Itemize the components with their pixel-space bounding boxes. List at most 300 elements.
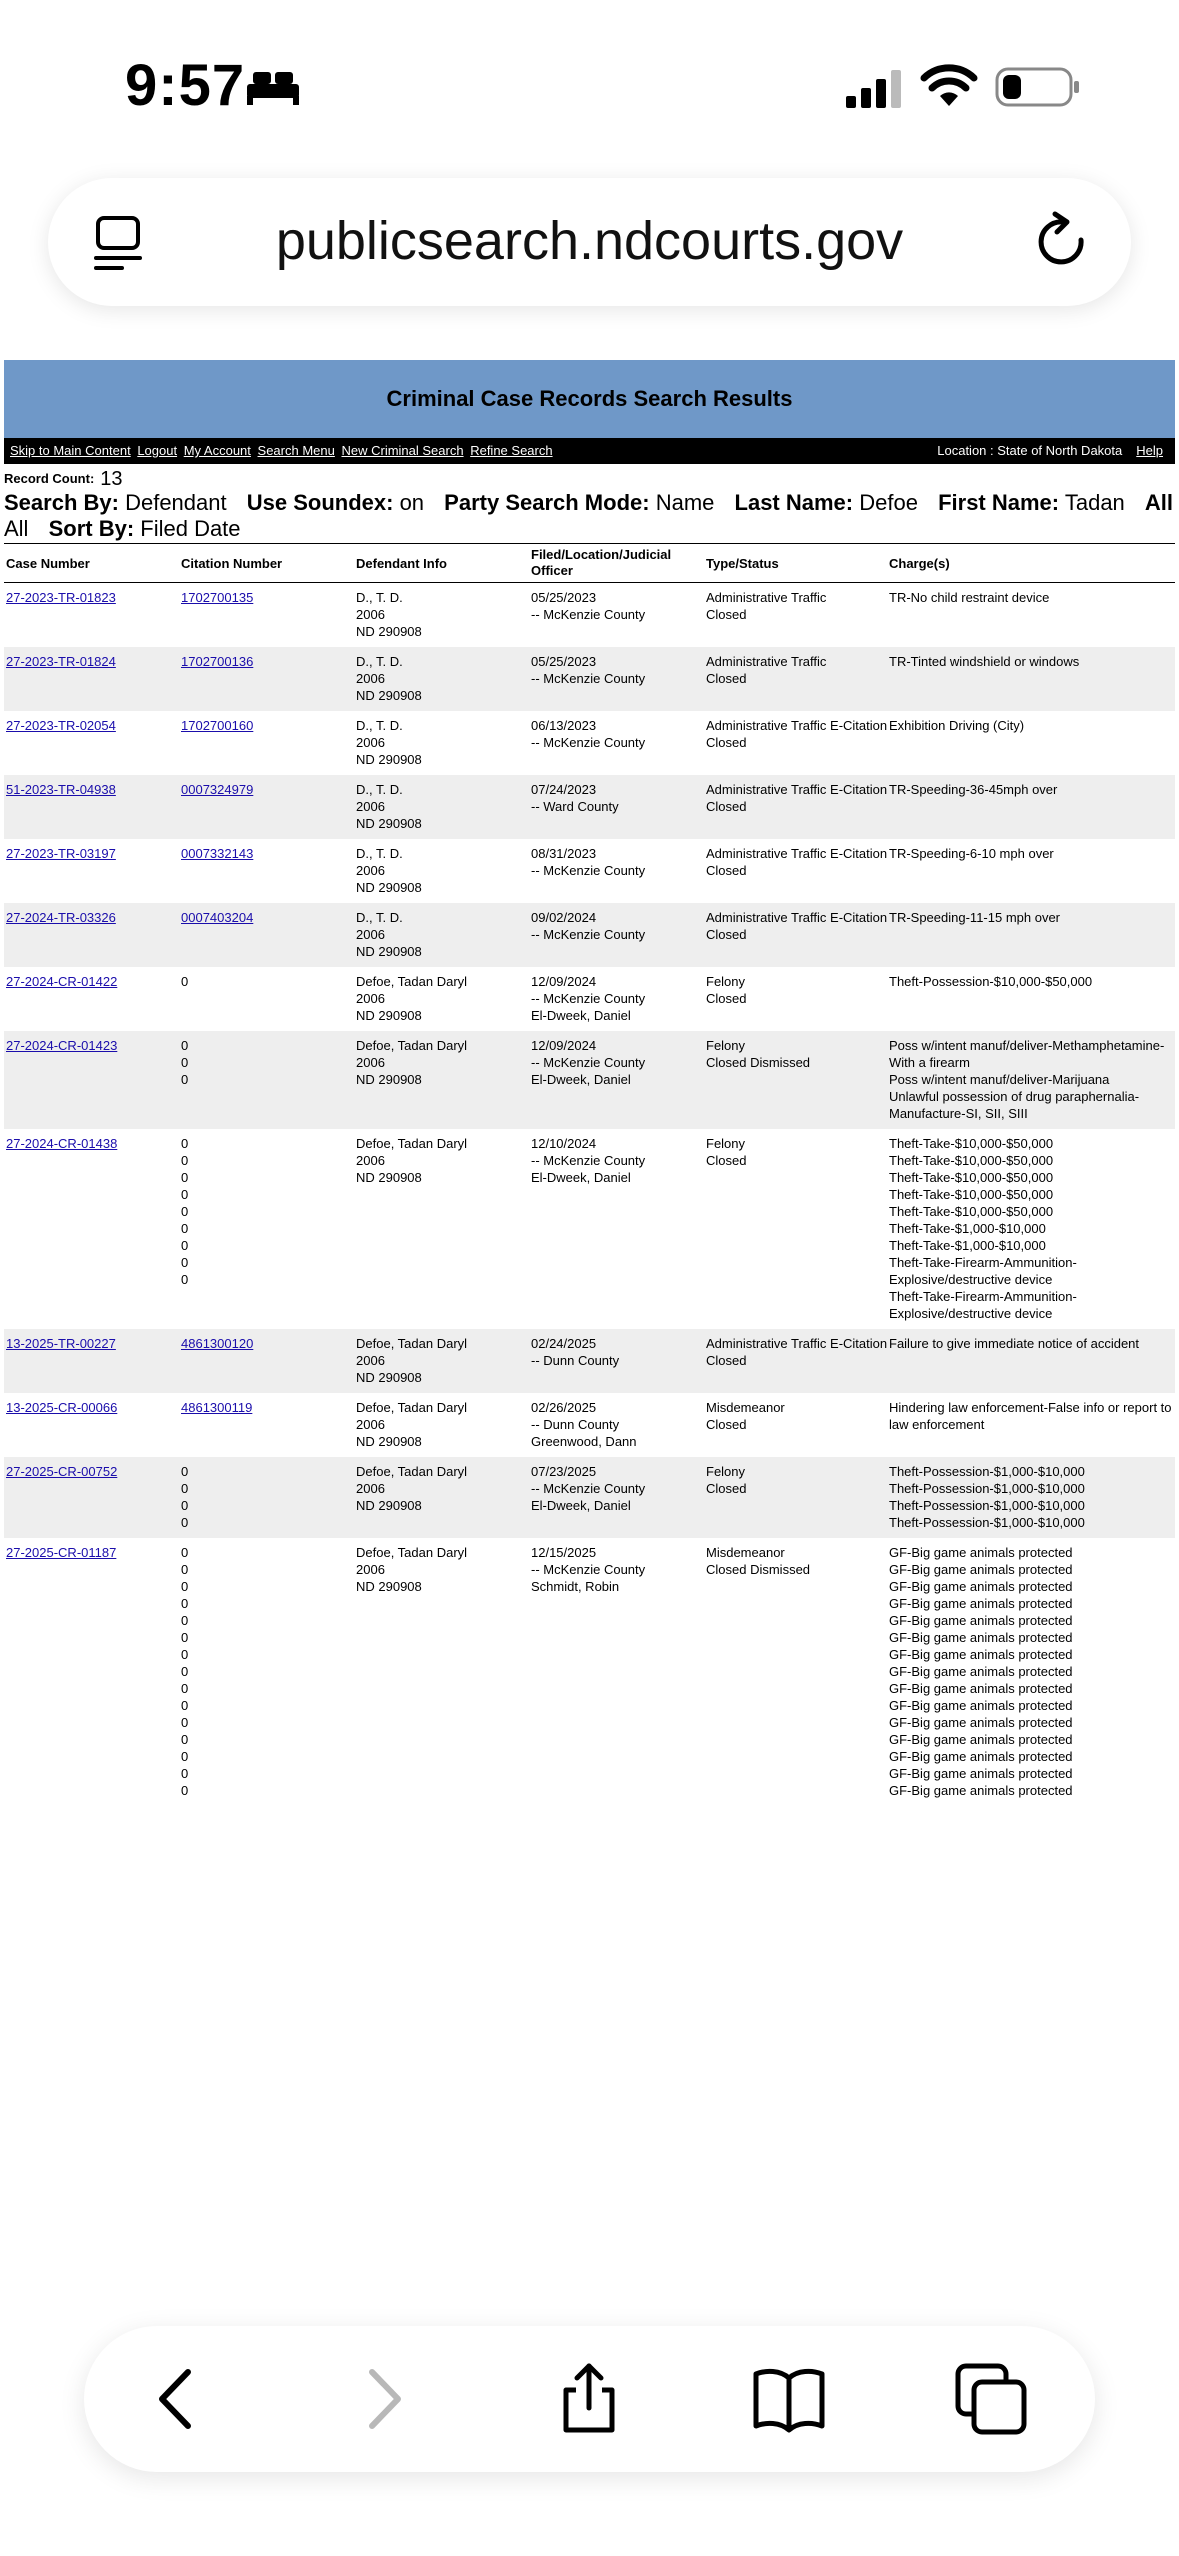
defendant-cell bbox=[356, 781, 531, 832]
case-number-link[interactable]: 13-2025-TR-00227 bbox=[6, 1336, 116, 1351]
defendant-line: 2006 bbox=[356, 1153, 385, 1168]
back-icon[interactable] bbox=[140, 2362, 214, 2436]
filed-line: Schmidt, Robin bbox=[531, 1579, 620, 1594]
type-status-line: Misdemeanor bbox=[706, 1400, 785, 1415]
type-status-cell bbox=[706, 781, 889, 832]
page-title-banner bbox=[4, 360, 1175, 438]
case-number-cell bbox=[4, 1335, 181, 1386]
defendant-cell bbox=[356, 909, 531, 960]
charge-line: GF-Big game animals protected bbox=[889, 1664, 1073, 1679]
criteria-label: First Name: bbox=[938, 490, 1060, 515]
citation-value: 0 bbox=[181, 1698, 189, 1713]
defendant-cell bbox=[356, 717, 531, 768]
defendant-cell bbox=[356, 1135, 531, 1322]
defendant-line: D., T. D. bbox=[356, 846, 403, 861]
charge-line: TR-Tinted windshield or windows bbox=[889, 654, 1080, 669]
charges-cell bbox=[889, 1037, 1174, 1122]
help-link[interactable]: Help bbox=[1136, 443, 1163, 458]
type-status-line: Closed bbox=[706, 671, 747, 686]
filed-line: -- McKenzie County bbox=[531, 607, 646, 622]
citation-cell bbox=[181, 1544, 356, 1799]
nav-link-skip-main[interactable]: Skip to Main Content bbox=[10, 443, 131, 458]
filed-line: El-Dweek, Daniel bbox=[531, 1008, 631, 1023]
case-number-cell bbox=[4, 909, 181, 960]
criteria-value: Defoe bbox=[859, 490, 918, 515]
citation-value: 0 bbox=[181, 1630, 189, 1645]
case-number-link[interactable]: 27-2025-CR-00752 bbox=[6, 1464, 118, 1479]
type-status-line: Closed bbox=[706, 799, 747, 814]
browser-toolbar bbox=[84, 2326, 1095, 2472]
filed-line: 08/31/2023 bbox=[531, 846, 597, 861]
filed-cell bbox=[531, 845, 706, 896]
case-number-cell bbox=[4, 973, 181, 1024]
address-bar[interactable] bbox=[48, 178, 1131, 306]
charge-line: Exhibition Driving (City) bbox=[889, 718, 1025, 733]
defendant-line: Defoe, Tadan Daryl bbox=[356, 1464, 468, 1479]
citation-value: 0 bbox=[181, 1732, 189, 1747]
charge-line: GF-Big game animals protected bbox=[889, 1766, 1073, 1781]
filed-cell bbox=[531, 717, 706, 768]
defendant-line: ND 290908 bbox=[356, 816, 422, 831]
type-status-line: Misdemeanor bbox=[706, 1545, 785, 1560]
location-text: Location : State of North Dakota bbox=[937, 443, 1123, 458]
case-number-cell bbox=[4, 1037, 181, 1122]
citation-value: 0 bbox=[181, 1153, 189, 1168]
type-status-line: Closed bbox=[706, 1481, 747, 1496]
charge-line: Theft-Take-$1,000-$10,000 bbox=[889, 1238, 1046, 1253]
table-row bbox=[4, 711, 1175, 775]
charge-line: GF-Big game animals protected bbox=[889, 1681, 1073, 1696]
citation-cell bbox=[181, 845, 356, 896]
case-number-link[interactable]: 27-2024-CR-01422 bbox=[6, 974, 118, 989]
case-number-link[interactable]: 27-2023-TR-01823 bbox=[6, 590, 116, 605]
filed-line: El-Dweek, Daniel bbox=[531, 1498, 631, 1513]
case-number-cell bbox=[4, 717, 181, 768]
criteria-value: Tadan bbox=[1064, 490, 1125, 515]
defendant-line: Defoe, Tadan Daryl bbox=[356, 1400, 468, 1415]
charge-line: GF-Big game animals protected bbox=[889, 1698, 1073, 1713]
case-number-cell bbox=[4, 1135, 181, 1322]
type-status-cell bbox=[706, 1399, 889, 1450]
case-number-link[interactable]: 27-2025-CR-01187 bbox=[6, 1545, 117, 1560]
table-row bbox=[4, 1393, 1175, 1457]
type-status-cell bbox=[706, 973, 889, 1024]
citation-value: 0 bbox=[181, 1545, 189, 1560]
charge-line: GF-Big game animals protected bbox=[889, 1647, 1073, 1662]
citation-value: 0 bbox=[181, 1170, 189, 1185]
filed-cell bbox=[531, 1544, 706, 1799]
case-number-cell bbox=[4, 1399, 181, 1450]
filed-line: -- McKenzie County bbox=[531, 735, 646, 750]
citation-value: 0 bbox=[181, 1272, 189, 1287]
charge-line: GF-Big game animals protected bbox=[889, 1562, 1073, 1577]
charges-cell bbox=[889, 1135, 1174, 1322]
filed-cell bbox=[531, 909, 706, 960]
citation-cell bbox=[181, 1037, 356, 1122]
nav-link-logout[interactable]: Logout bbox=[137, 443, 178, 458]
charge-line: Theft-Take-Firearm-Ammunition-Explosive/destructive device bbox=[889, 1255, 1077, 1287]
defendant-line: 2006 bbox=[356, 863, 385, 878]
case-number-link[interactable]: 27-2024-TR-03326 bbox=[6, 910, 116, 925]
case-number-cell bbox=[4, 589, 181, 640]
record-count bbox=[4, 466, 123, 489]
citation-cell bbox=[181, 653, 356, 704]
charges-cell bbox=[889, 973, 1174, 1024]
filed-line: -- McKenzie County bbox=[531, 671, 646, 686]
filed-line: -- Dunn County bbox=[531, 1353, 620, 1368]
charge-line: Theft-Take-$10,000-$50,000 bbox=[889, 1187, 1054, 1202]
defendant-line: D., T. D. bbox=[356, 782, 403, 797]
filed-line: -- McKenzie County bbox=[531, 1153, 646, 1168]
charge-line: Theft-Take-$10,000-$50,000 bbox=[889, 1204, 1054, 1219]
charge-line: Failure to give immediate notice of accident bbox=[889, 1336, 1140, 1351]
type-status-line: Administrative Traffic bbox=[706, 590, 827, 605]
table-header bbox=[4, 543, 1175, 583]
filed-line: El-Dweek, Daniel bbox=[531, 1072, 631, 1087]
filed-cell bbox=[531, 1463, 706, 1531]
nav-link-search-menu[interactable]: Search Menu bbox=[257, 443, 335, 458]
charge-line: Hindering law enforcement-False info or report to law enforcement bbox=[889, 1400, 1172, 1432]
citation-link[interactable]: 1702700160 bbox=[181, 718, 254, 733]
citation-cell bbox=[181, 589, 356, 640]
defendant-line: ND 290908 bbox=[356, 1370, 422, 1385]
forward-icon[interactable] bbox=[346, 2362, 420, 2436]
type-status-line: Closed bbox=[706, 1353, 747, 1368]
filed-line: 07/23/2025 bbox=[531, 1464, 597, 1479]
nav-link-new-criminal-search[interactable]: New Criminal Search bbox=[341, 443, 464, 458]
charge-line: GF-Big game animals protected bbox=[889, 1545, 1073, 1560]
citation-cell bbox=[181, 717, 356, 768]
charges-cell bbox=[889, 653, 1174, 704]
filed-cell bbox=[531, 1335, 706, 1386]
charge-line: Unlawful possession of drug paraphernalia-Manufacture-SI, SII, SIII bbox=[889, 1089, 1140, 1121]
charge-line: Theft-Possession-$1,000-$10,000 bbox=[889, 1515, 1085, 1530]
tabs-icon[interactable] bbox=[954, 2362, 1028, 2436]
reload-icon[interactable] bbox=[1033, 210, 1093, 274]
defendant-line: 2006 bbox=[356, 671, 385, 686]
citation-value: 0 bbox=[181, 974, 189, 989]
filed-line: 12/09/2024 bbox=[531, 1038, 597, 1053]
defendant-line: Defoe, Tadan Daryl bbox=[356, 974, 468, 989]
type-status-line: Administrative Traffic bbox=[706, 654, 827, 669]
type-status-line: Administrative Traffic E-Citation bbox=[706, 910, 888, 925]
type-status-cell bbox=[706, 589, 889, 640]
battery-icon bbox=[995, 66, 1081, 108]
defendant-cell bbox=[356, 1399, 531, 1450]
charges-cell bbox=[889, 1463, 1174, 1531]
header-case-number: Case Number bbox=[6, 555, 90, 571]
criteria-label: Party Search Mode: bbox=[444, 490, 650, 515]
type-status-cell bbox=[706, 1037, 889, 1122]
filed-line: -- Ward County bbox=[531, 799, 619, 814]
table-row bbox=[4, 903, 1175, 967]
filed-cell bbox=[531, 781, 706, 832]
citation-cell bbox=[181, 1335, 356, 1386]
filed-line: El-Dweek, Daniel bbox=[531, 1170, 631, 1185]
case-number-cell bbox=[4, 1463, 181, 1531]
type-status-cell bbox=[706, 717, 889, 768]
defendant-cell bbox=[356, 845, 531, 896]
charges-cell bbox=[889, 781, 1174, 832]
citation-value: 0 bbox=[181, 1613, 189, 1628]
defendant-line: ND 290908 bbox=[356, 880, 422, 895]
charges-cell bbox=[889, 589, 1174, 640]
header-citation-number: Citation Number bbox=[181, 555, 283, 571]
citation-link[interactable]: 0007332143 bbox=[181, 846, 254, 861]
share-icon[interactable] bbox=[552, 2362, 626, 2436]
charge-line: TR-Speeding-36-45mph over bbox=[889, 782, 1058, 797]
case-number-link[interactable]: 13-2025-CR-00066 bbox=[6, 1400, 118, 1415]
filed-line: -- McKenzie County bbox=[531, 863, 646, 878]
type-status-line: Closed bbox=[706, 735, 747, 750]
defendant-line: D., T. D. bbox=[356, 910, 403, 925]
record-count-value: 13 bbox=[100, 468, 123, 490]
case-number-link[interactable]: 27-2023-TR-01824 bbox=[6, 654, 116, 669]
citation-value: 0 bbox=[181, 1221, 189, 1236]
nav-link-my-account[interactable]: My Account bbox=[183, 443, 251, 458]
status-time: 9:57 bbox=[125, 53, 246, 118]
citation-cell bbox=[181, 1399, 356, 1450]
citation-value: 0 bbox=[181, 1681, 189, 1696]
citation-cell bbox=[181, 1135, 356, 1322]
type-status-line: Closed bbox=[706, 863, 747, 878]
criteria-value: on bbox=[399, 490, 425, 515]
type-status-line: Administrative Traffic E-Citation bbox=[706, 718, 888, 733]
criteria-value: All bbox=[4, 516, 29, 541]
filed-cell bbox=[531, 653, 706, 704]
defendant-line: ND 290908 bbox=[356, 688, 422, 703]
filed-line: 12/15/2025 bbox=[531, 1545, 597, 1560]
defendant-line: D., T. D. bbox=[356, 590, 403, 605]
type-status-line: Closed bbox=[706, 607, 747, 622]
citation-link[interactable]: 1702700135 bbox=[181, 590, 254, 605]
charge-line: TR-Speeding-6-10 mph over bbox=[889, 846, 1054, 861]
case-number-cell bbox=[4, 845, 181, 896]
criteria-label: Last Name: bbox=[734, 490, 854, 515]
case-number-cell bbox=[4, 1544, 181, 1799]
citation-value: 0 bbox=[181, 1664, 189, 1679]
type-status-line: Administrative Traffic E-Citation bbox=[706, 1336, 888, 1351]
criteria-value: Name bbox=[655, 490, 715, 515]
search-criteria bbox=[4, 490, 1175, 542]
status-bar bbox=[0, 0, 1179, 170]
citation-link[interactable]: 4861300119 bbox=[181, 1400, 253, 1415]
case-number-cell bbox=[4, 781, 181, 832]
charge-line: Theft-Take-$1,000-$10,000 bbox=[889, 1221, 1046, 1236]
charge-line: GF-Big game animals protected bbox=[889, 1579, 1073, 1594]
table-row bbox=[4, 583, 1175, 647]
record-count-label: Record Count: bbox=[4, 471, 95, 486]
defendant-line: ND 290908 bbox=[356, 944, 422, 959]
wifi-icon bbox=[920, 64, 978, 108]
citation-cell bbox=[181, 1463, 356, 1531]
citation-value: 0 bbox=[181, 1579, 189, 1594]
type-status-line: Closed bbox=[706, 1417, 747, 1432]
type-status-line: Felony bbox=[706, 1464, 746, 1479]
charges-cell bbox=[889, 1335, 1174, 1386]
filed-line: 02/24/2025 bbox=[531, 1336, 597, 1351]
defendant-line: Defoe, Tadan Daryl bbox=[356, 1545, 468, 1560]
charge-line: Theft-Take-$10,000-$50,000 bbox=[889, 1153, 1054, 1168]
defendant-line: Defoe, Tadan Daryl bbox=[356, 1136, 468, 1151]
charge-line: Theft-Possession-$1,000-$10,000 bbox=[889, 1464, 1085, 1479]
table-row bbox=[4, 1329, 1175, 1393]
type-status-cell bbox=[706, 845, 889, 896]
defendant-line: ND 290908 bbox=[356, 624, 422, 639]
case-number-link[interactable]: 27-2024-CR-01438 bbox=[6, 1136, 118, 1151]
type-status-cell bbox=[706, 1544, 889, 1799]
citation-value: 0 bbox=[181, 1072, 189, 1087]
criteria-label: Use Soundex: bbox=[246, 490, 394, 515]
type-status-cell bbox=[706, 1135, 889, 1322]
type-status-line: Closed Dismissed bbox=[706, 1562, 811, 1577]
nav-link-refine-search[interactable]: Refine Search bbox=[470, 443, 553, 458]
filed-cell bbox=[531, 589, 706, 640]
citation-value: 0 bbox=[181, 1749, 189, 1764]
type-status-line: Closed bbox=[706, 991, 747, 1006]
defendant-line: 2006 bbox=[356, 607, 385, 622]
citation-value: 0 bbox=[181, 1498, 189, 1513]
defendant-line: ND 290908 bbox=[356, 1170, 422, 1185]
type-status-line: Felony bbox=[706, 974, 746, 989]
charge-line: Poss w/intent manuf/deliver-Methamphetamine-With a firearm bbox=[889, 1038, 1165, 1070]
type-status-line: Administrative Traffic E-Citation bbox=[706, 782, 888, 797]
defendant-line: 2006 bbox=[356, 1417, 385, 1432]
citation-value: 0 bbox=[181, 1255, 189, 1270]
citation-value: 0 bbox=[181, 1562, 189, 1577]
type-status-line: Closed Dismissed bbox=[706, 1055, 811, 1070]
citation-value: 0 bbox=[181, 1515, 189, 1530]
defendant-cell bbox=[356, 973, 531, 1024]
defendant-cell bbox=[356, 1544, 531, 1799]
url-text[interactable]: publicsearch.ndcourts.gov bbox=[275, 211, 904, 271]
defendant-line: 2006 bbox=[356, 991, 385, 1006]
defendant-cell bbox=[356, 1335, 531, 1386]
charges-cell bbox=[889, 845, 1174, 896]
defendant-line: Defoe, Tadan Daryl bbox=[356, 1336, 468, 1351]
case-number-cell bbox=[4, 653, 181, 704]
filed-line: 05/25/2023 bbox=[531, 590, 597, 605]
charge-line: GF-Big game animals protected bbox=[889, 1613, 1073, 1628]
criteria-value: Filed Date bbox=[140, 516, 241, 541]
charge-line: GF-Big game animals protected bbox=[889, 1596, 1073, 1611]
type-status-cell bbox=[706, 1335, 889, 1386]
defendant-cell bbox=[356, 589, 531, 640]
defendant-line: ND 290908 bbox=[356, 1008, 422, 1023]
charge-line: GF-Big game animals protected bbox=[889, 1715, 1073, 1730]
charge-line: GF-Big game animals protected bbox=[889, 1630, 1073, 1645]
citation-link[interactable]: 1702700136 bbox=[181, 654, 254, 669]
case-number-link[interactable]: 51-2023-TR-04938 bbox=[6, 782, 116, 797]
citation-value: 0 bbox=[181, 1766, 189, 1781]
defendant-cell bbox=[356, 1463, 531, 1531]
case-number-link[interactable]: 27-2024-CR-01423 bbox=[6, 1038, 118, 1053]
charge-line: GF-Big game animals protected bbox=[889, 1749, 1073, 1764]
table-row bbox=[4, 775, 1175, 839]
defendant-cell bbox=[356, 653, 531, 704]
case-number-link[interactable]: 27-2023-TR-03197 bbox=[6, 846, 116, 861]
charge-line: Theft-Take-Firearm-Ammunition-Explosive/destructive device bbox=[889, 1289, 1077, 1321]
citation-value: 0 bbox=[181, 1055, 189, 1070]
header-type-status: Type/Status bbox=[706, 555, 779, 571]
defendant-line: D., T. D. bbox=[356, 718, 403, 733]
criteria-label: Search By: bbox=[4, 490, 119, 515]
citation-value: 0 bbox=[181, 1481, 189, 1496]
citation-value: 0 bbox=[181, 1783, 189, 1798]
citation-value: 0 bbox=[181, 1038, 189, 1053]
filed-line: 12/10/2024 bbox=[531, 1136, 597, 1151]
filed-line: -- Dunn County bbox=[531, 1417, 620, 1432]
header-charges: Charge(s) bbox=[889, 555, 950, 571]
filed-line: Greenwood, Dann bbox=[531, 1434, 637, 1449]
filed-line: -- McKenzie County bbox=[531, 1562, 646, 1577]
criteria-label: Sort By: bbox=[48, 516, 135, 541]
type-status-line: Closed bbox=[706, 927, 747, 942]
defendant-cell bbox=[356, 1037, 531, 1122]
charge-line: TR-Speeding-11-15 mph over bbox=[889, 910, 1061, 925]
type-status-cell bbox=[706, 653, 889, 704]
charge-line: Theft-Possession-$1,000-$10,000 bbox=[889, 1481, 1085, 1496]
filed-cell bbox=[531, 1399, 706, 1450]
filed-cell bbox=[531, 1037, 706, 1122]
defendant-line: ND 290908 bbox=[356, 1072, 422, 1087]
table-row bbox=[4, 1457, 1175, 1538]
charge-line: Poss w/intent manuf/deliver-Marijuana bbox=[889, 1072, 1110, 1087]
defendant-line: ND 290908 bbox=[356, 1579, 422, 1594]
defendant-line: 2006 bbox=[356, 1481, 385, 1496]
filed-cell bbox=[531, 973, 706, 1024]
charges-cell bbox=[889, 1399, 1174, 1450]
charges-cell bbox=[889, 909, 1174, 960]
table-row bbox=[4, 647, 1175, 711]
defendant-line: 2006 bbox=[356, 799, 385, 814]
filed-line: -- McKenzie County bbox=[531, 927, 646, 942]
sleep-focus-icon bbox=[245, 66, 301, 106]
citation-link[interactable]: 0007324979 bbox=[181, 782, 254, 797]
defendant-line: ND 290908 bbox=[356, 1434, 422, 1449]
citation-value: 0 bbox=[181, 1715, 189, 1730]
filed-line: 07/24/2023 bbox=[531, 782, 597, 797]
charge-line: Theft-Take-$10,000-$50,000 bbox=[889, 1136, 1054, 1151]
charge-line: GF-Big game animals protected bbox=[889, 1783, 1073, 1798]
charge-line: Theft-Take-$10,000-$50,000 bbox=[889, 1170, 1054, 1185]
criteria-value: Defendant bbox=[125, 490, 227, 515]
charge-line: Theft-Possession-$10,000-$50,000 bbox=[889, 974, 1093, 989]
type-status-line: Felony bbox=[706, 1136, 746, 1151]
filed-cell bbox=[531, 1135, 706, 1322]
citation-link[interactable]: 4861300120 bbox=[181, 1336, 254, 1351]
charge-line: TR-No child restraint device bbox=[889, 590, 1050, 605]
citation-value: 0 bbox=[181, 1647, 189, 1662]
filed-line: 02/26/2025 bbox=[531, 1400, 597, 1415]
nav-bar bbox=[4, 438, 1175, 464]
citation-value: 0 bbox=[181, 1187, 189, 1202]
page-title: Criminal Case Records Search Results bbox=[386, 386, 793, 411]
filed-line: 06/13/2023 bbox=[531, 718, 597, 733]
header-defendant-info: Defendant Info bbox=[356, 555, 447, 571]
bookmarks-icon[interactable] bbox=[752, 2362, 826, 2436]
filed-line: -- McKenzie County bbox=[531, 1481, 646, 1496]
table-row bbox=[4, 1031, 1175, 1129]
case-number-link[interactable]: 27-2023-TR-02054 bbox=[6, 718, 116, 733]
type-status-cell bbox=[706, 1463, 889, 1531]
filed-line: 05/25/2023 bbox=[531, 654, 597, 669]
filed-line: 12/09/2024 bbox=[531, 974, 597, 989]
citation-link[interactable]: 0007403204 bbox=[181, 910, 254, 925]
citation-cell bbox=[181, 909, 356, 960]
filed-line: -- McKenzie County bbox=[531, 991, 646, 1006]
defendant-line: 2006 bbox=[356, 1562, 385, 1577]
